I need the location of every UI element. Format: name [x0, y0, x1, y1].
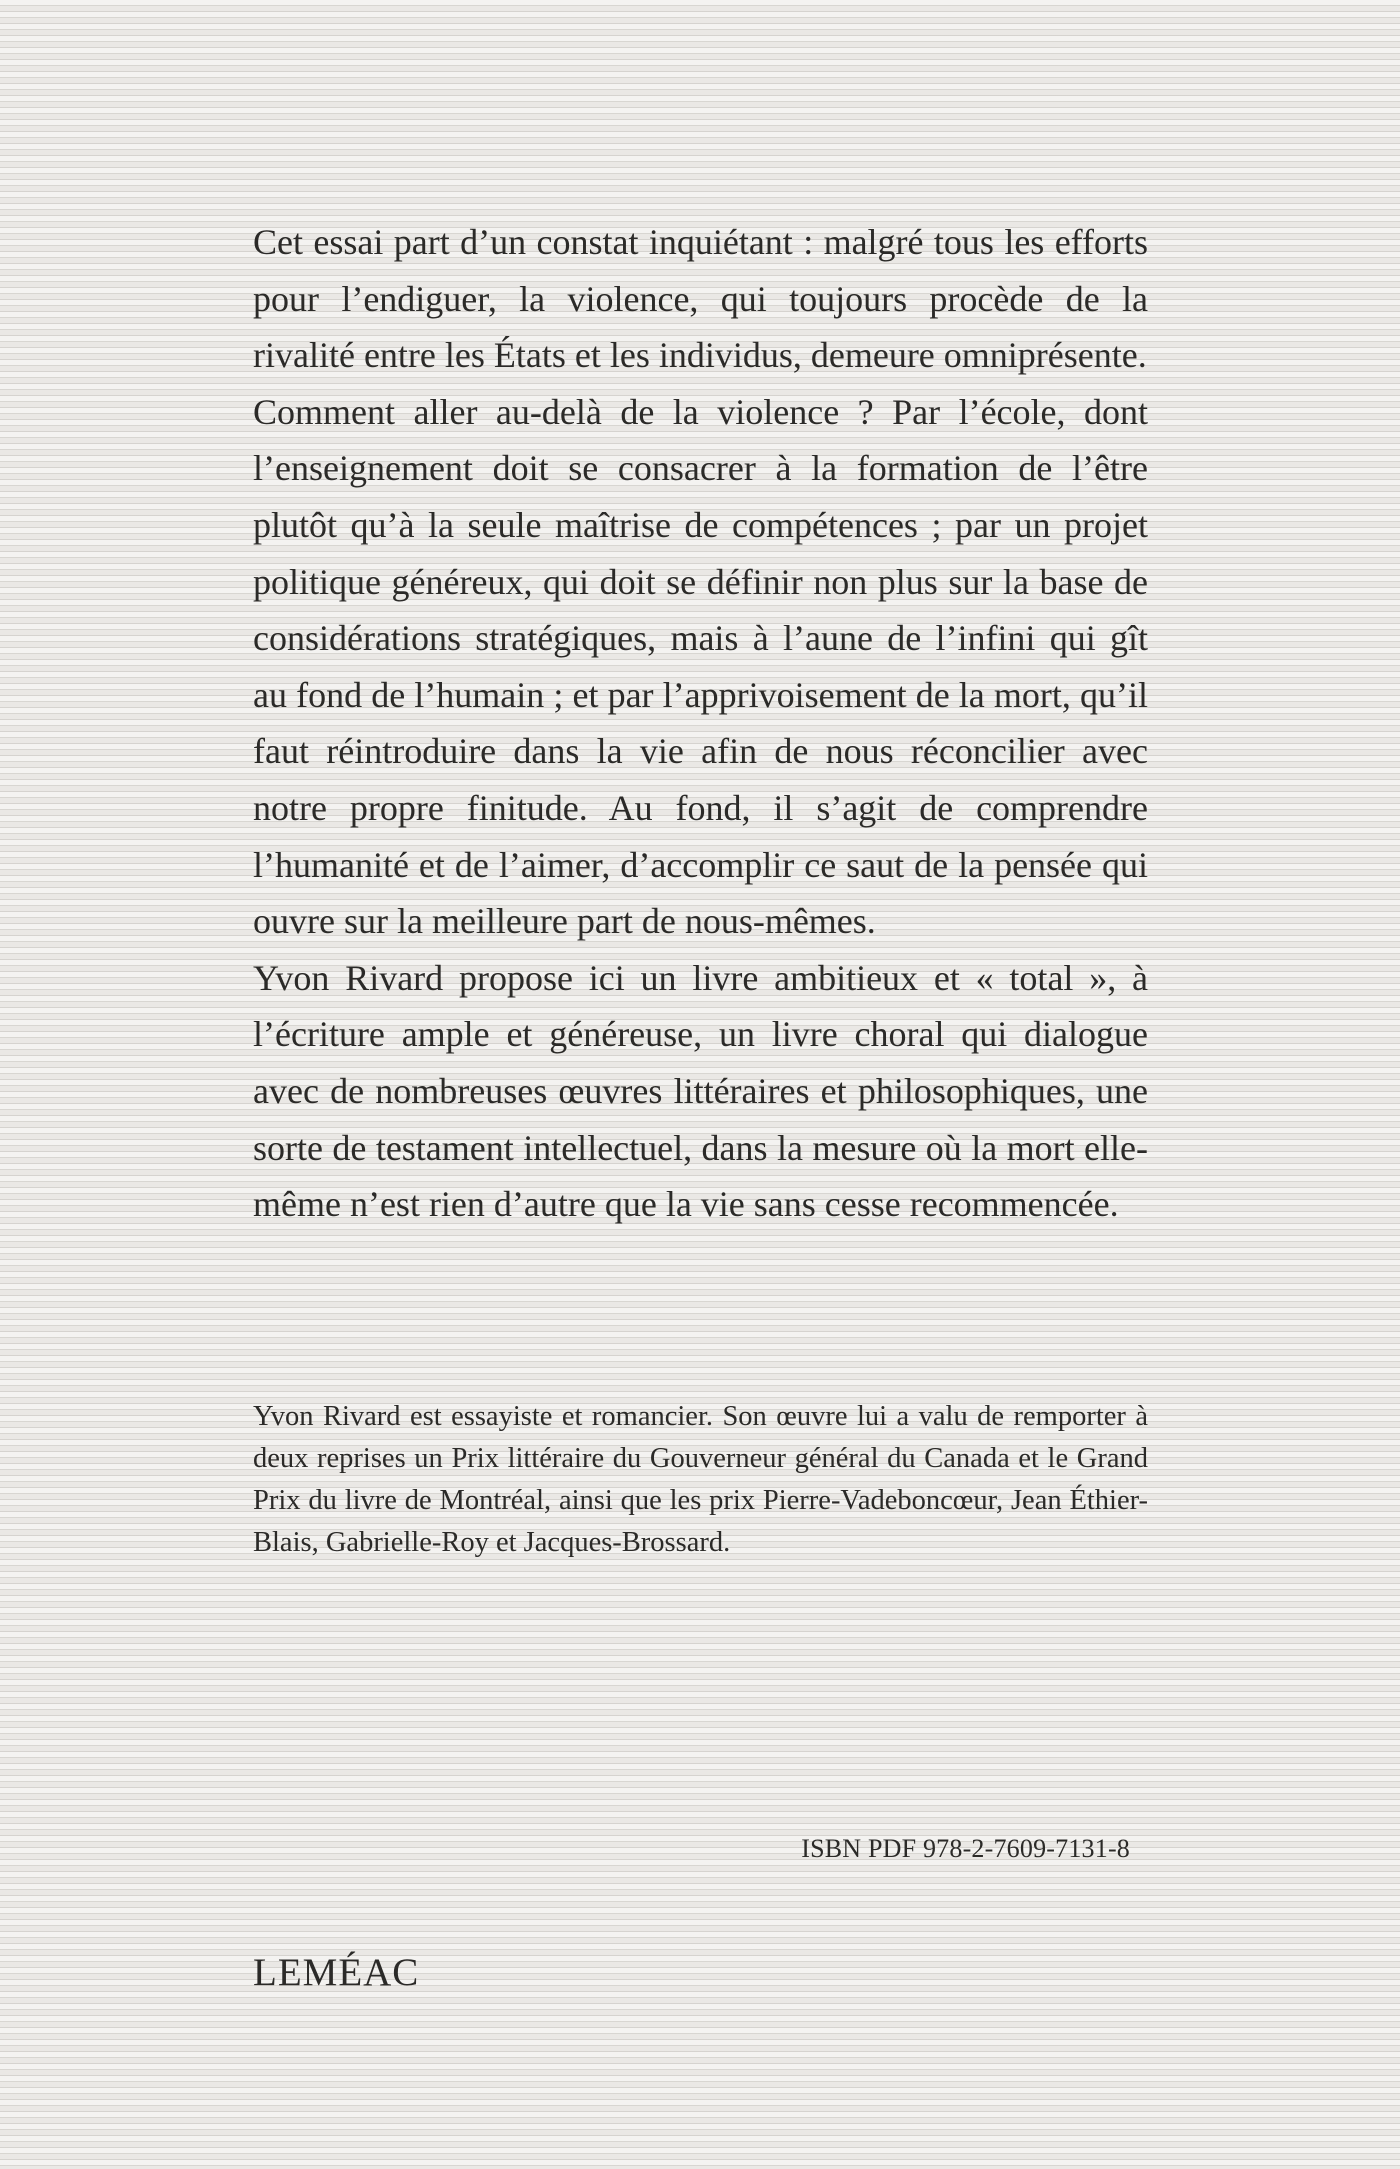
book-blurb — [253, 214, 1148, 1233]
author-bio — [253, 1396, 1148, 1564]
blurb-paragraph-1: Cet essai part d’un constat inquiétant : malgré tous les efforts pour l’endiguer, la violence, qui toujours procède de la rivalité entre les États et les individus, demeure omniprésente. — [253, 222, 1148, 376]
blurb-paragraph-3: Yvon Rivard propose ici un livre ambitieux et « total », à l’écriture ample et généreuse, un livre choral qui dialogue avec de nombreuses œuvres littéraires et philosophiques, une sorte de testament intellectuel, dans la mesure où la mort elle-même n’est rien d’autre que la vie sans cesse recommencée. — [253, 957, 1148, 1225]
isbn-label: ISBN PDF 978-2-7609-7131-8 — [801, 1834, 1130, 1863]
publisher-name: LEMÉAC — [253, 1951, 420, 1994]
blurb-paragraph-2: Comment aller au-delà de la violence ? Par l’école, dont l’enseignement doit se consacrer à la formation de l’être plutôt qu’à la seule maîtrise de compétences ; par un projet politique généreux, qui doit se définir non plus sur la base de considérations stratégiques, mais à l’aune de l’infini qui gît au fond de l’humain ; et par l’apprivoisement de la mort, qu’il faut réintroduire dans la vie afin de nous réconcilier avec notre propre finitude. Au fond, il s’agit de comprendre l’humanité et de l’aimer, d’accomplir ce saut de la pensée qui ouvre sur la meilleure part de nous-mêmes. — [253, 391, 1148, 942]
author-bio-text: Yvon Rivard est essayiste et romancier. Son œuvre lui a valu de remporter à deux reprises un Prix littéraire du Gouverneur général du Canada et le Grand Prix du livre de Montréal, ainsi que les prix Pierre-Vadeboncœur, Jean Éthier-Blais, Gabrielle-Roy et Jacques-Brossard. — [253, 1401, 1148, 1558]
